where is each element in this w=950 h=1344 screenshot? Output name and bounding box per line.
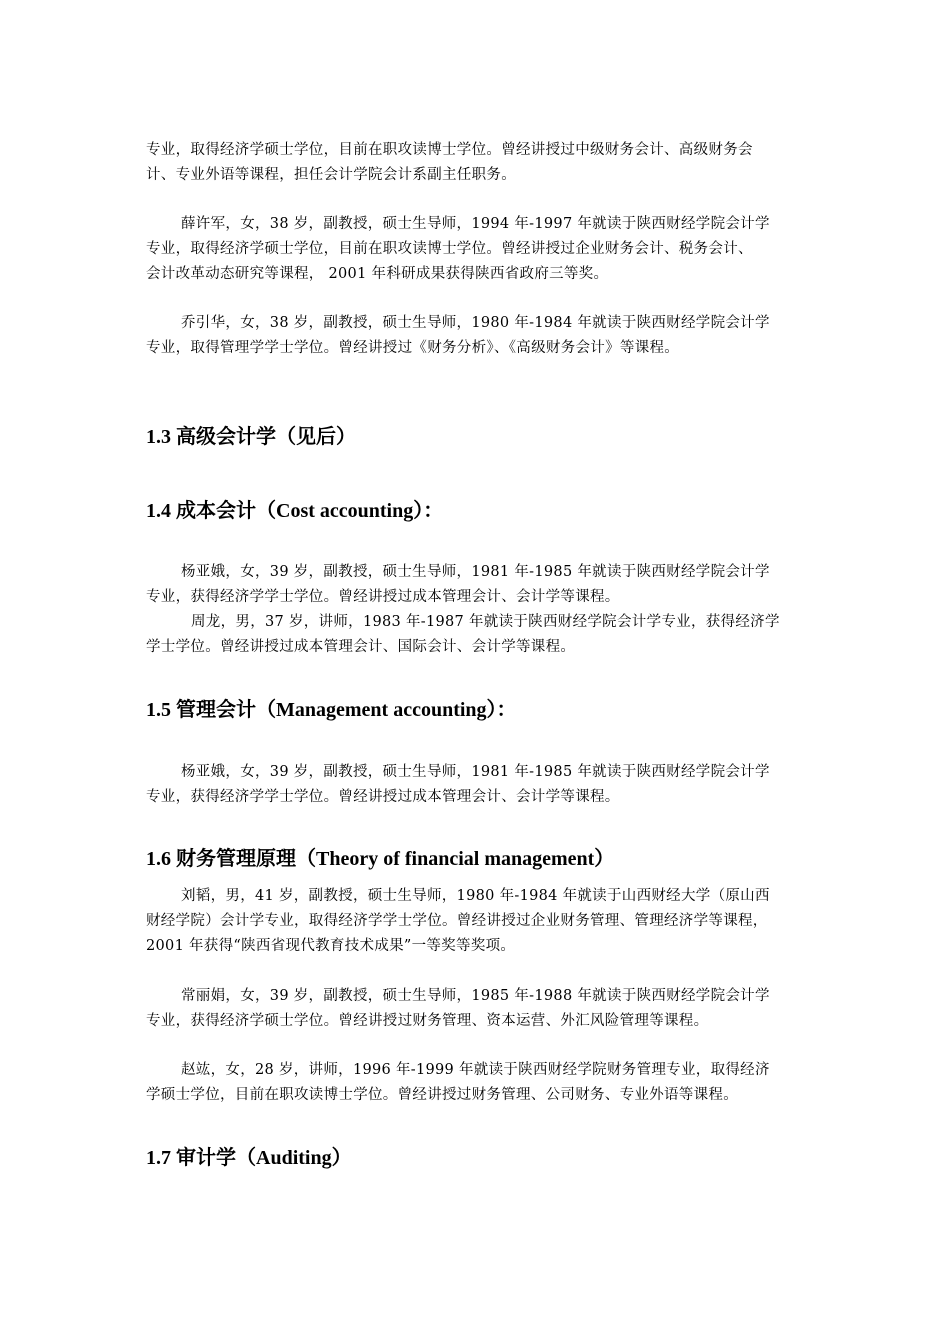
paragraph-faculty-xue xyxy=(146,212,836,287)
paragraph-text xyxy=(146,884,836,959)
text-line: 专业，获得经济学学士学位。曾经讲授过成本管理会计、会计学等课程。 xyxy=(146,789,620,805)
text-line: 常丽娟，女，39 岁，副教授，硕士生导师，1985 年-1988 年就读于陕西财经学院会计学 xyxy=(181,988,770,1004)
section-heading-1-5: 1.5 管理会计（Management accounting）： xyxy=(146,699,517,721)
paragraph-text xyxy=(146,760,836,810)
section-heading-1-4: 1.4 成本会计（Cost accounting）： xyxy=(146,500,444,522)
text-line: 计、专业外语等课程，担任会计学院会计系副主任职务。 xyxy=(146,167,516,183)
text-line: 专业，取得管理学学士学位。曾经讲授过《财务分析》、《高级财务会计》等课程。 xyxy=(146,340,680,356)
text-line: 财经学院）会计学专业，取得经济学学士学位。曾经讲授过企业财务管理、管理经济学等课程， xyxy=(146,913,768,929)
paragraph-faculty-chang xyxy=(146,984,836,1034)
paragraph-faculty-continued xyxy=(146,138,836,188)
section-heading-1-6: 1.6 财务管理原理（Theory of financial management） xyxy=(146,848,615,870)
text-line: 周龙，男，37 岁，讲师，1983 年-1987 年就读于陕西财经学院会计学专业，获得经济学 xyxy=(191,614,780,630)
section-heading-1-7: 1.7 审计学（Auditing） xyxy=(146,1147,352,1169)
text-line: 专业，取得经济学硕士学位，目前在职攻读博士学位。曾经讲授过企业财务会计、税务会计、 xyxy=(146,241,753,257)
paragraph-text xyxy=(146,560,836,610)
paragraph-text xyxy=(146,1058,836,1108)
paragraph-faculty-zhou xyxy=(146,610,836,660)
paragraph-faculty-yang-2 xyxy=(146,760,836,810)
paragraph-text xyxy=(146,138,836,188)
paragraph-faculty-zhao xyxy=(146,1058,836,1108)
text-line: 杨亚娥，女，39 岁，副教授，硕士生导师，1981 年-1985 年就读于陕西财经学院会计学 xyxy=(181,564,770,580)
text-line: 专业，获得经济学硕士学位。曾经讲授过财务管理、资本运营、外汇风险管理等课程。 xyxy=(146,1013,709,1029)
text-line: 杨亚娥，女，39 岁，副教授，硕士生导师，1981 年-1985 年就读于陕西财经学院会计学 xyxy=(181,764,770,780)
text-line: 乔引华，女，38 岁，副教授，硕士生导师，1980 年-1984 年就读于陕西财经学院会计学 xyxy=(181,315,770,331)
text-line: 薛许军，女，38 岁，副教授，硕士生导师，1994 年-1997 年就读于陕西财经学院会计学 xyxy=(181,216,770,232)
text-line: 专业，取得经济学硕士学位，目前在职攻读博士学位。曾经讲授过中级财务会计、高级财务会 xyxy=(146,142,753,158)
text-line: 2001 年获得“陕西省现代教育技术成果”一等奖等奖项。 xyxy=(146,938,516,954)
paragraph-text xyxy=(146,610,836,660)
paragraph-faculty-liu xyxy=(146,884,836,959)
text-line: 赵竑，女，28 岁，讲师，1996 年-1999 年就读于陕西财经学院财务管理专业，取得经济 xyxy=(181,1062,770,1078)
paragraph-text xyxy=(146,311,836,361)
paragraph-faculty-yang-1 xyxy=(146,560,836,610)
paragraph-text xyxy=(146,212,836,287)
paragraph-text xyxy=(146,984,836,1034)
text-line: 专业，获得经济学学士学位。曾经讲授过成本管理会计、会计学等课程。 xyxy=(146,589,620,605)
text-line: 学硕士学位，目前在职攻读博士学位。曾经讲授过财务管理、公司财务、专业外语等课程。 xyxy=(146,1087,738,1103)
paragraph-faculty-qiao xyxy=(146,311,836,361)
text-line: 刘韬，男，41 岁，副教授，硕士生导师，1980 年-1984 年就读于山西财经大学（原山西 xyxy=(181,888,770,904)
text-line: 学士学位。曾经讲授过成本管理会计、国际会计、会计学等课程。 xyxy=(146,639,576,655)
section-heading-1-3: 1.3 高级会计学（见后） xyxy=(146,426,356,448)
text-line: 会计改革动态研究等课程， 2001 年科研成果获得陕西省政府三等奖。 xyxy=(146,266,609,282)
